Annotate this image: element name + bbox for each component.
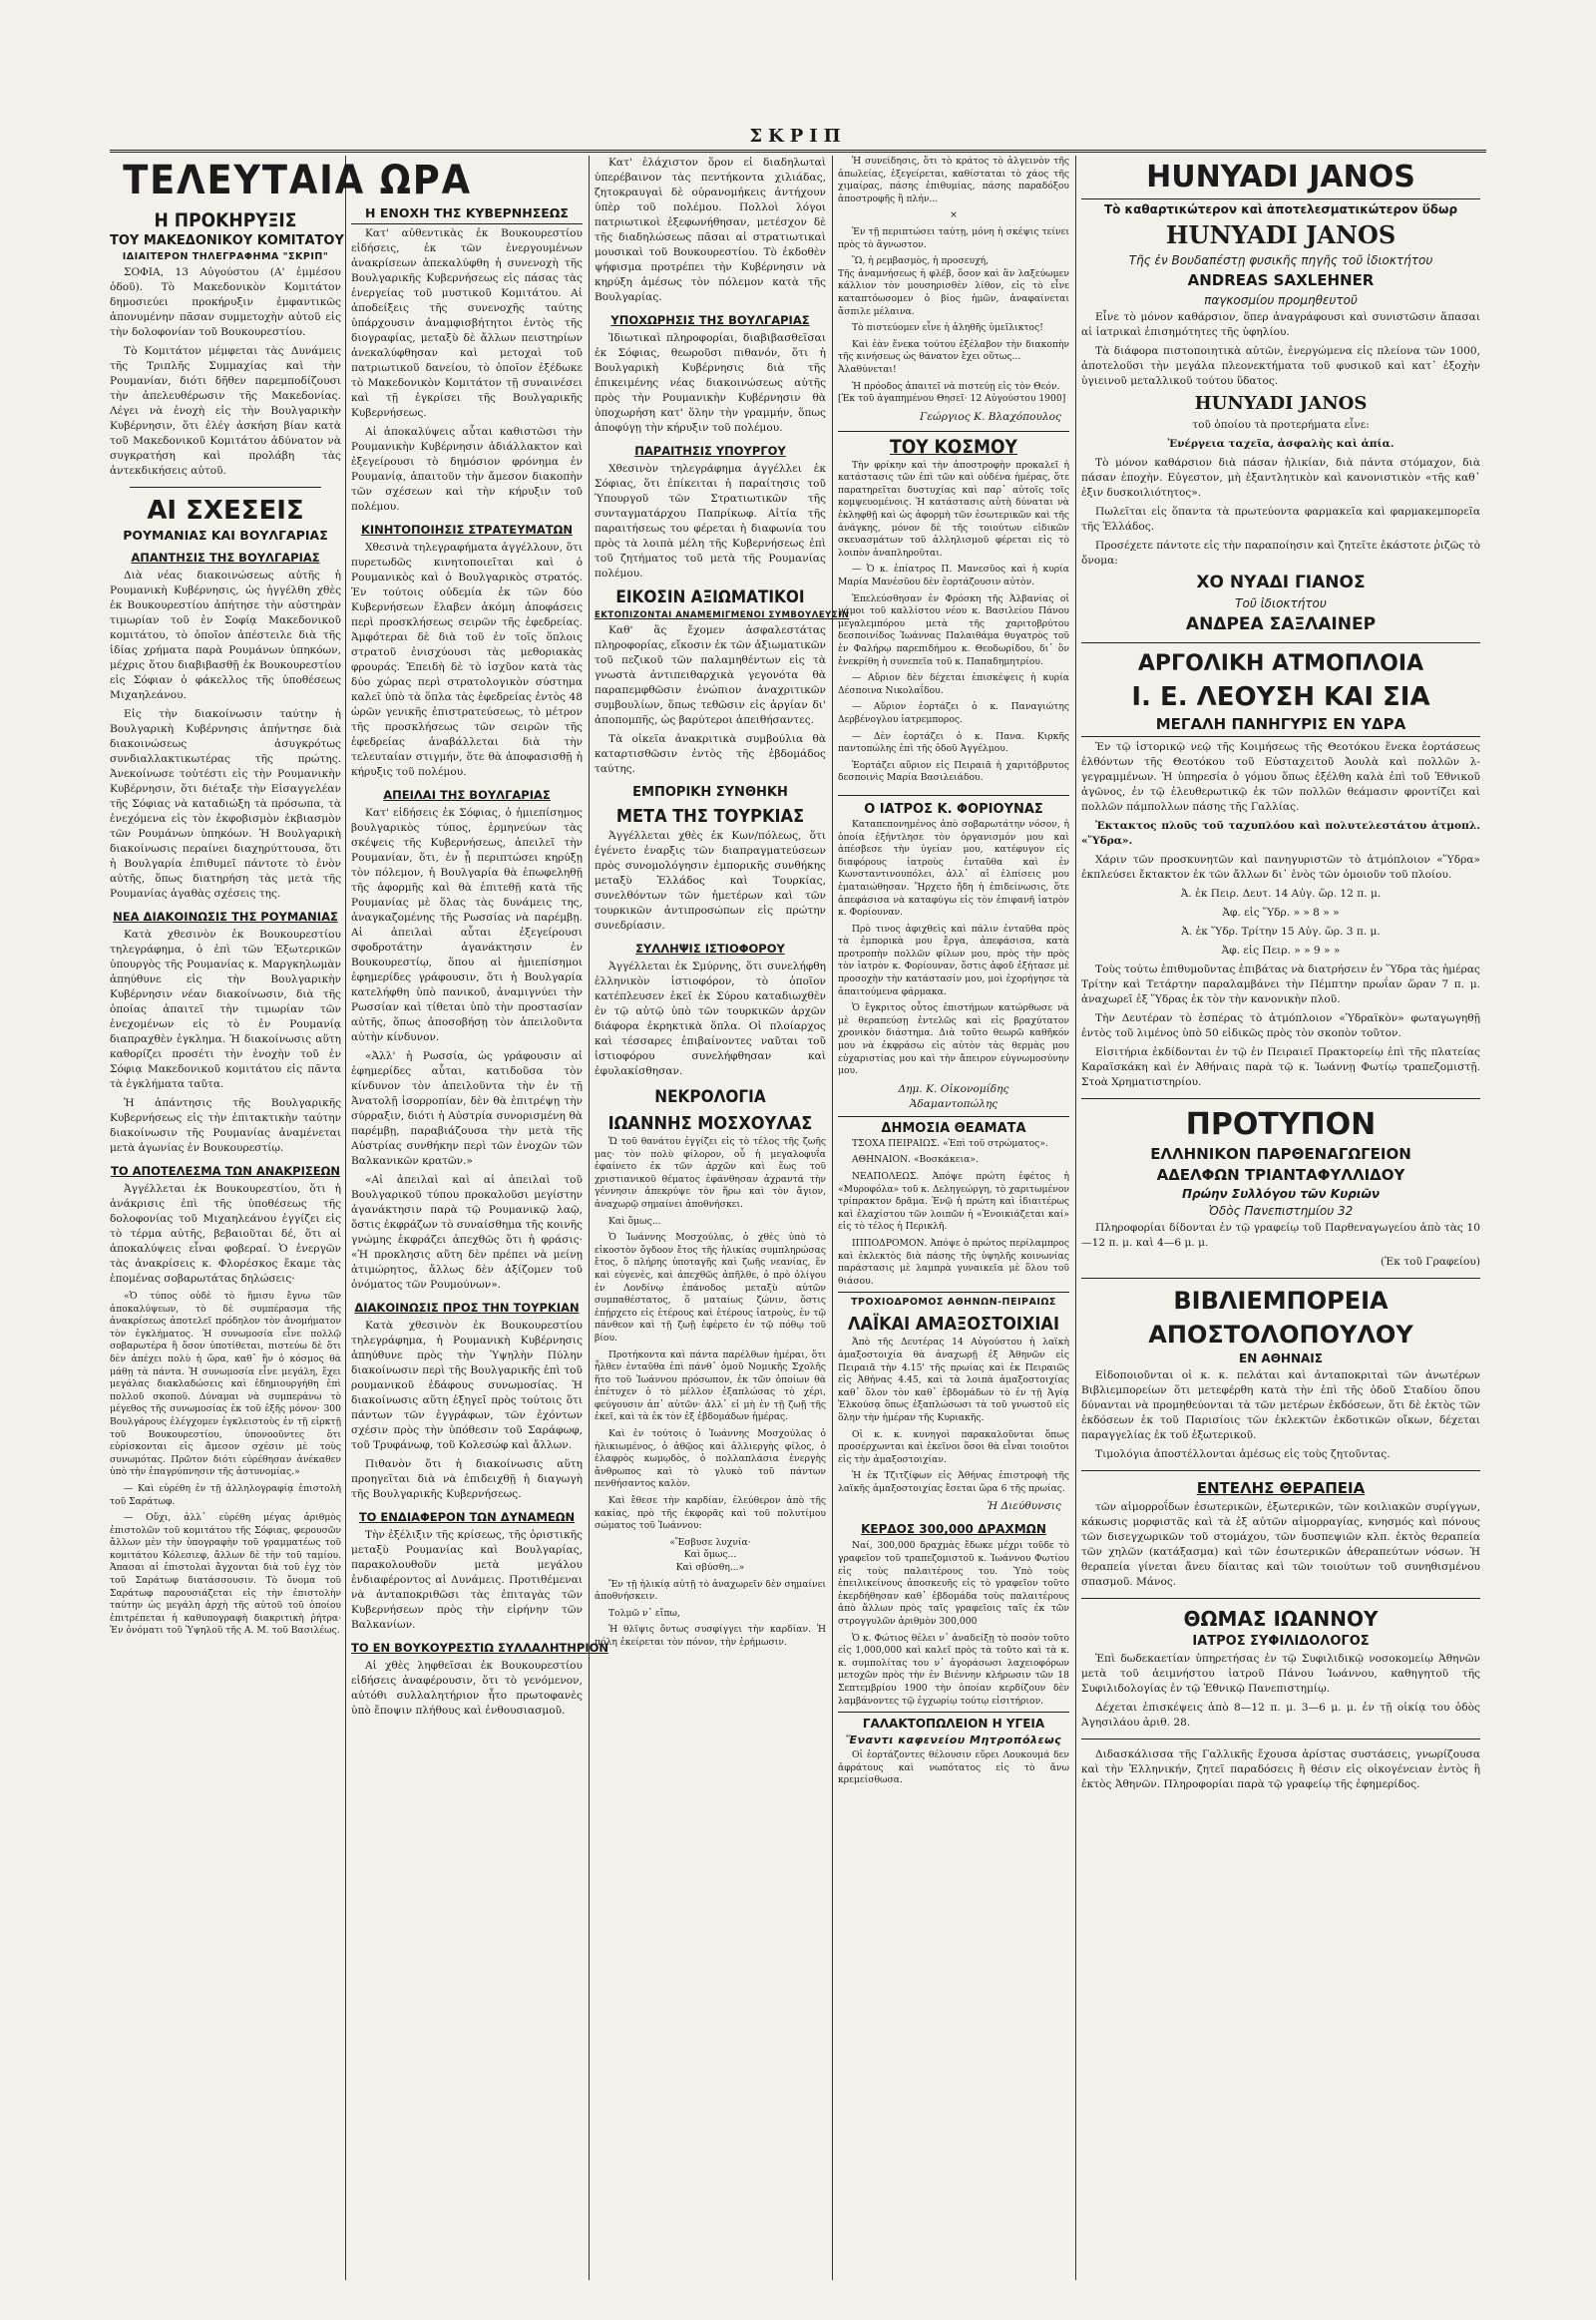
schedule-row: Ἀφ. εἰς Ὕδρ. » » 8 » »: [1222, 907, 1340, 919]
paragraph: Τὸ πιστεύομεν εἶνε ἡ ἀληθῆς ὑμεῖλικτος!: [852, 322, 1043, 334]
paragraph: Ναί, 300,000 δραχμὰς ἔδωκε μέχρι τοῦδε τὸ γραφεῖον τοῦ τραπεζομιστοῦ κ. Ἰωάννου Φωτίου εἰς τοὺς παλαιτέρους του. Ὑπὸ τοὺς ἐπειλικείνους ἀποσκευῆς εἰς τὸ γραφεῖον τοῦτο ἐκερδήθησαν καθ᾽ ἑβδομάδα τοὺς παλαιτέρους ἀπὸ ἄλλων πρὸς ταῖς γραφεῖοις ταῖς ἐκ τῶν στρογγυλῶν ἀριθμὸν 300,000: [838, 1540, 1069, 1628]
ad-paragraph: Τοὺς τούτω ἐπιθυμοῦντας ἐπιβάτας νὰ διατρήσειν ἐν Ὕδρα τὰς ἡμέρας Τρίτην καὶ Τετάρτην παραλαμβάνει τὴν Πέμπτην πρωΐαν ὥραν 7 π. μ. ἀναχωρεῖ ἐξ Ὕδρας ἐκ τὸν τὴν κανονικὴν πλοῦ.: [1081, 964, 1480, 1005]
subheadline: ΠΑΡΑΙΤΗΣΙΣ ΥΠΟΥΡΓΟΥ: [634, 444, 786, 458]
signature: Γεώργιος Κ. Βλαχόπουλος: [920, 410, 1061, 423]
subheadline: Ἔναντι καφενείου Μητροπόλεως: [845, 1734, 1062, 1747]
subheadline: ΚΙΝΗΤΟΠΟΙΗΣΙΣ ΣΤΡΑΤΕΥΜΑΤΩΝ: [360, 523, 573, 537]
headline: ΓΑΛΑΚΤΟΠΩΛΕΙΟΝ Η ΥΓΕΙΑ: [838, 1712, 1069, 1731]
headline: Η ΠΡΟΚΗΡΥΞΙΣ: [154, 209, 297, 231]
paragraph: Ὤ τοῦ θανάτου ἐγγίζει εἰς τὸ τέλος τῆς ζωῆς μας· τὸν πολὺ φίλορον, οὗ ἡ μεγαλοφυΐα ἐφαίνετο ἐκ τῶν ἀρχῶν καὶ ἕως τοῦ χριστιανικοῦ θέματος ἐφάνθησαν ἀχραντά τὴν γέννησιν ἀπεκρύψε τὸν ἥρω καὶ τὸν ἄγιον, ἀναχωρῷ σημαίνει ἀποθνήσκει.: [595, 1136, 826, 1210]
headline: ΕΜΠΟΡΙΚΗ ΣΥΝΘΗΚΗ: [632, 785, 788, 800]
subheadline: ΑΠΑΝΤΗΣΙΣ ΤΗΣ ΒΟΥΛΓΑΡΙΑΣ: [131, 551, 320, 565]
headline: ΔΗΜΟΣΙΑ ΘΕΑΜΑΤΑ: [838, 1116, 1069, 1136]
ad-title: ΑΠΟΣΤΟΛΟΠΟΥΛΟΥ: [1148, 1321, 1413, 1349]
schedule-row: Ἀ. ἐκ Πειρ. Δευτ. 14 Αὐγ. ὥρ. 12 π. μ.: [1180, 888, 1382, 900]
paragraph: Ἡ θλῖψις ὄντως συσφίγγει τὴν καρδίαν. Ἡ πόλη ἐκείρεται τὸν πόνον, τὴν ἐρήμωσιν.: [595, 1624, 826, 1648]
headline: ΕΙΚΟΣΙΝ ΑΞΙΩΜΑΤΙΚΟΙ: [615, 587, 805, 607]
ad-logo: HUNYADI JANOS: [1165, 220, 1396, 249]
ad-subtitle: ΙΑΤΡΟΣ ΣΥΦΙΛΙΔΟΛΟΓΟΣ: [1192, 1634, 1370, 1649]
ad-title: ΕΝΤΕΛΗΣ ΘΕΡΑΠΕΙΑ: [1196, 1479, 1366, 1497]
paragraph: Ἑορτάζει αὔριον εἰς Πειραιᾶ ἡ χαριτόβρυτος δεσποινὶς Μαρία Βασιλειάδου.: [838, 759, 1069, 784]
column-2: [351, 156, 609, 2300]
banner-headline: ΤΕΛΕΥΤΑΙΑ ΩΡΑ: [123, 158, 472, 203]
paragraph: ΤΣΟΧΑ ΠΕΙΡΑΙΩΣ. «Ἐπὶ τοῦ στρώματος».: [852, 1137, 1048, 1149]
paragraph: — Δὲν ἑορτάζει ὁ κ. Πανα. Κιρκῆς παντοπώλης ἐπὶ τῆς ὁδοῦ Ἀγγέλμου.: [838, 730, 1069, 755]
signature: Δημ. Κ. Οἰκονομίδης Ἀδαμαντοπώλης: [898, 1082, 1009, 1110]
masthead: ΣΚΡΙΠ: [749, 126, 847, 147]
ad-title: ΒΙΒΛΙΕΜΠΟΡΕΙΑ: [1173, 1287, 1389, 1315]
paragraph: Τολμῶ ν᾽ εἴπω,: [608, 1607, 680, 1619]
ad-title: ΕΛΛΗΝΙΚΟΝ ΠΑΡΘΕΝΑΓΩΓΕΙΟΝ: [1150, 1145, 1411, 1163]
paragraph: Χθεσινὰ τηλεγραφήματα ἀγγέλλουν, ὅτι πυρετωδῶς κινητοποιεῖται καὶ ὁ Ρουμανικὸς καὶ ὁ Βουλγαρικὸς στρατός. Ἐν τούτοις οὐδεμία ἐκ τῶν δύο Κυβερνήσεων ἔλαβεν ἀκόμη ἀποφάσεις περὶ προσκλήσεως σειρῶν τῆς ἐφεδρείας. Ἀμφότεραι δὲ διὰ τοῦ ἐν τοῖς ὅπλοις στρατοῦ ἐνισχύουσι τὰς μεθοριακὰς φρουράς. Ἐπειδὴ δὲ τὸ ἰσχῦον κατὰ τὰς δύο χώρας περὶ στρατολογικὸν σύστημα καλεῖ ὑπὸ τὰ ὅπλα τὰς ἐφεδρείας ἐντὸς 48 ὡρῶν γενικῆς ἐπιστρατεύσεως, τὸ μέτρον τῆς προσκλήσεως τῶν σειρῶν τῆς ἐφεδρείας ἀναβάλλεται διὰ τὴν τελευταίαν στιγμήν, ὅτε θὰ ἀποφασισθῇ ἡ κήρυξις τοῦ πολέμου.: [351, 542, 583, 778]
ad-paragraph: Ἐνέργεια ταχεῖα, ἀσφαλὴς καὶ ἀπία.: [1167, 438, 1395, 450]
headline: ΤΟΥ ΚΟΣΜΟΥ: [838, 431, 1069, 458]
paragraph: Τὰ οἰκεῖα ἀνακριτικὰ συμβούλια θὰ καταρτισθῶσιν ἐντὸς τῆς ἑβδομάδος ταύτης.: [595, 733, 826, 775]
schedule-row: Ἀ. ἐκ Ὕδρ. Τρίτην 15 Αὐγ. ὥρ. 3 π. μ.: [1181, 926, 1381, 938]
separator: [1081, 1739, 1480, 1740]
paragraph: Αἱ ἀποκαλύψεις αὗται καθιστῶσι τὴν Ρουμανικὴν Κυβέρνησιν ἀδιάλλακτον καὶ ἐξεγείρουσι τὸ δημόσιον φρόνημα ἐν Ρουμανίᾳ, ἀπαιτοῦν τὴν ἄμεσον διακοπὴν τῶν σχέσεων καὶ τὴν κήρυξιν τοῦ πολέμου.: [351, 426, 583, 513]
subheadline: ΑΠΕΙΛΑΙ ΤΗΣ ΒΟΥΛΓΑΡΙΑΣ: [383, 788, 551, 802]
paragraph: — Αὔριον δὲν δέχεται ἐπισκέψεις ἡ κυρία Δέσποινα Νικολαΐδου.: [838, 672, 1069, 696]
column-divider: [589, 156, 590, 2280]
paragraph: ΣΟΦΙΑ, 13 Αὐγούστου (Α' ἐμμέσου ὁδοῦ). Τὸ Μακεδονικὸν Κομιτάτον δημοσιεύει προκήρυξιν ἐμφαντικῶς ἀπονυμένην πᾶσαν συμμετοχὴν αὐτοῦ εἰς τὴν δολοφονίαν τοῦ Βουκουρεστίου.: [110, 266, 341, 338]
subheadline: ΤΟ ΑΠΟΤΕΛΕΣΜΑ ΤΩΝ ΑΝΑΚΡΙΣΕΩΝ: [111, 1164, 340, 1178]
headline: Ο ΙΑΤΡΟΣ Κ. ΦΟΡΙΟΥΝΑΣ: [838, 795, 1069, 817]
column-3: [595, 156, 850, 2300]
paragraph: «Αἱ ἀπειλαὶ καὶ αἱ ἀπειλαὶ τοῦ Βουλγαρικοῦ τύπου προκαλοῦσι μεγίστην ἀγανάκτησιν παρὰ τῷ Ρουμανικῷ λαῷ, ὅστις ἐκφράζων τὸ συναίσθημα τῆς κοινῆς γνώμης ἐκφράζει ἀπεχθῶς ὅτι ἡ φράσις· «Ἡ προκλησις αὕτη δὲν πρέπει νὰ μείνῃ ἀτιμώρητος, ἄλλως δὲν ἀξίζομεν τοῦ ὀνόματος τῶν Ρουμούνων».: [351, 1174, 583, 1291]
paragraph: Πρὸ τινος ἀφιχθεὶς καὶ πάλιν ἐνταῦθα πρὸς τὰ ἐμπορικὰ μου ἔργα, ἀπεφάσισα, κατὰ προτροπὴν πολλῶν φίλων μου, πρὸς τὴν πρὸς τὸν ἰατρὸν κ. Φορίουναν, ὅστις ἀφοῦ ἐξήτασε μὲ προσοχὴν τὴν κατάστασίν μου, μοὶ ἐχορήγησε τὰ ἀπαιτούμενα φάρμακα.: [838, 923, 1069, 997]
subheadline: ΤΟΥ ΜΑΚΕΔΟΝΙΚΟΥ ΚΟΜΙΤΑΤΟΥ: [110, 233, 344, 248]
separator: [1081, 1098, 1480, 1099]
ad-owner-sub: παγκοσμίου προμηθευτοῦ: [1204, 293, 1358, 307]
ad-name: ΧΟ ΝΥΑΔΙ ΓΙΑΝΟΣ: [1196, 573, 1366, 592]
ad-title: ΑΡΓΟΛΙΚΗ ΑΤΜΟΠΛΟΙΑ: [1137, 651, 1424, 676]
headline: ΙΩΑΝΝΗΣ ΜΟΣΧΟΥΛΑΣ: [607, 1113, 813, 1134]
subheadline: ΕΚΤΟΠΙΖΟΝΤΑΙ ΑΝΑΜΕΜΙΓΜΕΝΟΙ ΣΥΜΒΟΥΛΕΥΣΙΝ: [595, 610, 850, 620]
paragraph: ΝΕΑΠΟΛΕΩΣ. Ἀπόψε πρώτη ἐφέτος ἡ «Μυροφόλα» τοῦ κ. Δεληγεώργη, τὸ χαριτωμένον τρίπρακτον δρᾶμα. Ἐνῷ ἡ πρώτη καὶ ἰδιαιτέρως καὶ ἐλαχίστου τῶν λοιπῶν ἡ «Ἐνοικιάζεται καί» εἰς τὸ τέλος ἡ Περικλῆ.: [838, 1171, 1069, 1233]
paragraph: Κατ' ἐλάχιστον ὅρον εἰ διαδηλωταὶ ὑπερέβαινον τὰς πεντήκοντα χιλιάδας, ζητοκραυγαὶ δὲ οὐρανομήκεις ἀντήχουν ὑπὲρ τοῦ πολέμου. Πολλοὶ λόγοι πατριωτικοὶ ἐξεφωνήθησαν, μετέσχον δὲ τῆς διαδηλώσεως πᾶσαι αἱ στρατιωτικαὶ μουσικαὶ τοῦ Βουκουρεστίου. Τὸ ἐκδοθὲν ψήφισμα προτρέπει τὴν Κυβέρνησιν νὰ κηρύξη ἀμέσως τὸν πόλεμον κατὰ τῆς Βουλγαρίας.: [595, 157, 826, 303]
paragraph: Καὶ ἐὰν ἕνεκα τούτου ἐξέλαβον τὴν διακοπὴν τῆς κινήσεως ὡς θάνατον ἔχει οὕτως... Ἀλαθύνεται!: [838, 338, 1069, 375]
column-divider: [345, 156, 346, 2280]
top-rule: [110, 150, 1486, 153]
ad-paragraph: Τὴν Δευτέραν τὸ ἑσπέρας τὸ ἀτμόπλοιον «Ὑδραϊκὸν» φωταγωγηθῇ ἐντὸς τοῦ λιμένος ὑπὸ 50 εἰδικῶς πρὸς τὸν σκοπὸν τοῦτον.: [1081, 1012, 1480, 1039]
ad-title: HUNYADI JANOS: [1146, 160, 1415, 194]
paragraph: Κατ' αὐθεντικὰς ἐκ Βουκουρεστίου εἰδήσεις, ἐκ τῶν ἐνεργουμένων ἀνακρίσεων ἀπεκαλύφθη ἡ συνενοχὴ τῆς Βουλγαρικῆς Κυβερνήσεως εἰς πάσας τὰς ἐνεργείας τοῦ μυστικοῦ Κομιτάτου. Αἱ ἀποδείξεις τῆς συνενοχῆς ταύτης ὑπάρχουσιν ἀναμφισβήτητοι ἐντὸς τῆς διογραφίας, μεταξὺ δὲ ἄλλων πειστηρίων ἀνεκαλύφθησαν καὶ μετοχαὶ τοῦ πατριωτικοῦ δανείου, τὸ ὁποῖον ἐξέδωκε τὸ Μακεδονικὸν Κομιτάτον τῇ συναινέσει καὶ τῇ ἐγκρίσει τῆς Βουλγαρικῆς Κυβερνήσεως.: [351, 227, 583, 419]
spacer: [351, 156, 583, 203]
paragraph: Ἐν τῇ περιπτώσει ταύτῃ, μόνη ἡ σκέψις τείνει πρὸς τὸ ἄγνωστον.: [838, 225, 1069, 250]
ad-line: Τῆς ἐν Βουδαπέστῃ φυσικῆς πηγῆς τοῦ ἰδιοκτήτου: [1128, 253, 1433, 267]
ad-paragraph: Πωλεῖται εἰς ὅπαντα τὰ πρωτεύοντα φαρμακεῖα καὶ φαρμακεμπορεῖα τῆς Ἑλλάδος.: [1081, 506, 1480, 533]
headline: ΚΕΡΔΟΣ 300,000 ΔΡΑΧΜΩΝ: [861, 1522, 1046, 1537]
paragraph: Κατὰ χθεσινὸν ἐκ Βουκουρεστίου τηλεγράφημα, ἡ Ρουμανικὴ Κυβέρνησις ἀπηύθυνε πρὸς τὴν Ὑψηλὴν Πύλην διακοίνωσιν περὶ τῆς Βουλγαρικῆς ἐπὶ τοῦ ρουμανικοῦ ἐδάφους συνωμοσίας. Ἡ διακοίνωσις αὕτη ἐξηγεῖ πρὸς τούτοις ὅτι πάντων τῶν ἐγγράφων, τῶν ἐχόντων σχέσιν πρὸς τὴν ὑπόθεσιν τοῦ Σαράφωφ, τοῦ Τρυφάνωφ, τοῦ Κολεσώφ καὶ ἄλλων.: [351, 1320, 583, 1451]
paragraph: Οἱ ἑορτάζοντες θέλουσιν εὕρει Λουκουμά δεν ἀφράτους καὶ νωπότατος εἰς τὸ ἄνω κρεμείσθωσα.: [838, 1749, 1069, 1786]
column-5-ads: [1081, 156, 1480, 2300]
verse: «Ἔσβυσε λυχνία· Καὶ ὅμως... Καὶ σβύσθη...»: [669, 1536, 751, 1573]
paragraph: Τὴν φρίκην καὶ τὴν ἀποστροφὴν προκαλεῖ ἡ κατάστασις τῶν ἐπὶ τῶν καὶ οὐδένα ἡμέρας, ὅτε παρατηρεῖται δυστυχίας καὶ παρ᾽ αὐτοῖς τοῖς κομψευομένοις. Ἡ κατάστασις αὐτὴ δύναται νὰ ἐκληφθῇ καὶ ὡς ἀφορμὴ τῶν ἐσωτερικῶν καὶ τῆς ἀνάγκης, μόνον δὲ τῆς τοιούτων εἰδικῶν σκευασμάτων τοῦ ἀλληλισμοῦ φέρεται εἰς τὸ λοιπὸν ἀναπληροῦται.: [838, 459, 1069, 559]
schedule-row: Ἀφ. εἰς Πειρ. » » 9 » »: [1221, 945, 1341, 957]
paragraph: Ἡ πρόοδος ἀπαιτεῖ νὰ πιστεύῃ εἰς τὸν Θεόν. [Ἐκ τοῦ ἀγαπημένου Θησεῖ· 12 Αὐγούστου 1900]: [838, 380, 1066, 405]
paragraph: Καταπεπονημένος ἀπὸ σοβαρωτάτην νόσον, ἡ ὁποία ἐξήντλησε τὸν ὀργανισμόν μου καὶ ἀπέσβεσε τὴν ὑγείαν μου, κατέφυγον εἰς διαφόρους ἰατροὺς ἐνταῦθα καὶ ἐν Κωνσταντινουπόλει, ἀλλ᾽ αἱ ἐλπίσεις μου ἐματαιώθησαν. Ἤρχετο ἤδη ἡ ἐπιδείνωσις, ὅτε ἀπεφάσισα νὰ καταφύγω εἰς τὸν ἐπιφανῆ ἰατρὸν κ. Φορίουναν.: [838, 818, 1069, 919]
paragraph: Ἰδιωτικαὶ πληροφορίαι, διαβιβασθεῖσαι ἐκ Σόφιας, θεωροῦσι πιθανόν, ὅτι ἡ Βουλγαρικὴ Κυβέρνησις διὰ τῆς ἐπικειμένης νέας διακοινώσεως αὐτῆς πρὸς τὴν Ρουμανικὴν Κυβέρνησιν θὰ ὑποχωρήση κατ' ὅλην τὴν γραμμήν, ὅπως ἀποφύγῃ τὴν κήρυξιν τοῦ πολέμου.: [595, 332, 826, 434]
paragraph: Καὶ ἐν τούτοις ὁ Ἰωάννης Μοσχούλας ὁ ἡλικιωμένος, ὁ ἀθῷος καὶ ἀλλιεργὴς φίλος, ὁ ἐλαφρὸς κωμῳδὸς, ὁ πολλαπλάσια ἐνεργὴς ἄνθρωπος καὶ τὸ γλυκὸ τοῦ πάντων πενθήσαντος καλὸν.: [595, 1428, 826, 1490]
paragraph: Προτήκοντα καὶ πάντα παρέλθων ἡμέραι, ὅτι ἦλθεν ἐνταῦθα ἐπὶ πάνθ᾽ ὁμοῦ Νομικῆς Σχολῆς ἥτο τοῦ Ἰωάννου πρόσωπον, ἐκ τῶν ὁποίων θὰ ἐπέτυχεν ὁ τὸ μέλλον ἐξαπλώσας τὸ χέρι, φεύγουσιν ἀπ᾽ αὐτῶν· ἀλλ᾽ εἰ μὴ ἐν τῇ ζωῇ τῆς ἐκεῖ, καὶ τὰ ἐκ τὸν ἐξ ἑβδομάδων ἡμέρας.: [595, 1349, 826, 1423]
paragraph: Ὁ Ἰωάννης Μοσχούλας, ὁ χθὲς ὑπὸ τὸ εἰκοστὸν ὄγδοον ἔτος τῆς ἡλικίας συμπληρώσας ἔτος, ὃ πλήρης ὑποταγῆς καὶ ζωῆς νεανίας, ἕν καὶ εὐγενὲς, καὶ ἀπεχθῶς ἀπῆλθε, ὁ πρὸ ὀλίγου ἐν Λονδίνῳ ἐπάνοδος μεταξὺ αὐτῶν συμπαθέστατος, ὅ ματαίως ζώνιν, ὅστις ἐπῄρχετο εἰς ἑτέρους καὶ ἑτέρους ἰατροὺς, ἐν τῷ πάνθεον καὶ τῇ ζωῇ ἐφέρετο ἐν τῷ πόθῳ τοῦ βίου.: [595, 1232, 826, 1344]
ad-subtitle: Τὸ καθαρτικώτερον καὶ ἀποτελεσματικώτερον ὕδωρ: [1081, 198, 1480, 216]
ad-paragraph: τῶν αἱμορροΐδων ἐσωτερικῶν, ἐξωτερικῶν, τῶν κοιλιακῶν συρίγγων, κάκωσις μορφιστᾶς καὶ τὰ ἐξ αὐτῶν αἱμορραγίας, κνησμός καὶ πόνους τῶν δισεγχωρικῶν τοῦ στομάχου, τῶν δυσπεψιῶν κλπ. ἐκτὸς θεραπεία τῶν χηλῶν (κατάξασμα) καὶ τῶν ἐσωτερικῶν ἀθεραπεύτων νόσων. Ἡ θεραπεία γίνεται ἄνευ δίαιτας καὶ τῶν τοιούτων τοῦ συνηθισμένου σπασμοῦ. Μάνος.: [1081, 1501, 1480, 1588]
subheadline: ΔΙΑΚΟΙΝΩΣΙΣ ΠΡΟΣ ΤΗΝ ΤΟΥΡΚΙΑΝ: [354, 1301, 580, 1315]
ad-paragraph: Προσέχετε πάντοτε εἰς τὴν παραποίησιν καὶ ζητεῖτε ἐκάστοτε ῥιζῶς τὸ ὄνομα:: [1081, 540, 1480, 567]
ad-paragraph: Τιμολόγια ἀποστέλλονται ἀμέσως εἰς τοὺς ζητοῦντας.: [1095, 1448, 1391, 1460]
subheadline: ΝΕΑ ΔΙΑΚΟΙΝΩΣΙΣ ΤΗΣ ΡΟΥΜΑΝΙΑΣ: [113, 910, 338, 924]
paragraph: Ἡ συνείδησις, ὅτι τὸ κράτος τὸ ἀλγεινὸν τῆς ἀπωλείας, ἐξεγείρεται, καθίσταται τὸ χάος τῆς χιμαίρας, πάσης ἐπιθυμίας, πάσης παραδόξου ἀποστροφῆς ἢ πλήν...: [838, 156, 1069, 204]
paragraph: Ἡ ἐκ Τζιτζίφων εἰς Ἀθήνας ἐπιστροφὴ τῆς λαϊκῆς ἁμαξοστοιχίας ἔσεται ὥρα 6 τῆς πρωίας.: [838, 1470, 1069, 1494]
paragraph: Καὶ ἔθεσε τὴν καρδίαν, ἐλεύθερον ἀπὸ τῆς κακίας, πρὸ τῆς ἐκφορᾶς καὶ τοῦ πολυτίμου σώματος τοῦ Ἰωάννου:: [595, 1495, 826, 1532]
ad-paragraph: τοῦ ὁποίου τὰ προτερήματα εἶνε:: [1192, 419, 1370, 431]
paragraph: — Οὔχι, ἀλλ᾽ εὑρέθη μέγας ἀριθμὸς ἐπιστολῶν τοῦ κομιτάτου τῆς Σόφιας, φερουσῶν ἄλλων μὲν τὴν ὑπογραφὴν τοῦ γραμματέως τοῦ κομιτάτου Κόλεσιεφ, ἄλλων δὲ τὴν τοῦ ταμίου. Ἀπασαι αἱ ἐπιστολαὶ ἄγχονται διὰ τοῦ ἐγχ τὸν τοῦ Σαράτωφ διατάσσουσιν. Τὸ ὄνομα τοῦ Σαράτωφ παρουσιάζεται εἰς τὴν ἐπιστολὴν ταύτην ὡς μεγάλη ἀρχὴ τῆς αὐτοῦ τοῦ ὁποίου ἐπιτρέπεται ἡ καθυπογραφὴ διακριτικὴ ῥήτρα· Ἐν ὀνόματι τοῦ Ὑψηλοῦ τῆς Α. Μ. τοῦ Βασιλέως.: [110, 1512, 341, 1637]
separator: [1081, 1598, 1480, 1599]
paragraph: «Ἀλλ' ἡ Ρωσσία, ὡς γράφουσιν αἱ ἐφημερίδες αὗται, κατιδοῦσα τὸν κίνδυνον τὸν ἀπειλοῦντα τὴν ἐν τῇ Ἀνατολῇ ἰσορροπίαν, δὲν θὰ ἐπιτρέψῃ τὴν σύρραξιν, διότι ἡ Αὐστρία συνορισμένη θὰ παρέμβῃ, παραβιάζουσα τὴν μετὰ τῆς Αὐστρίας συνθήκην περὶ τῶν ἐνοχῶν τῶν Βαλκανικῶν κρατῶν.»: [351, 1050, 583, 1167]
paragraph: Τὸ Κομιτάτον μέμφεται τὰς Δυνάμεις τῆς Τριπλῆς Συμμαχίας καὶ τὴν Ρουμανίαν, διότι δῆθεν παρεμποδίζουσι τὴν ἀπελευθέρωσιν τῆς Μακεδονίας. Λέγει νὰ ἐνοχὴ εἰς τὴν Βουλγαρικὴν Κυβέρνησιν, ὅτι ἐλέγ ἀσκήση βίαν κατὰ τοῦ Μακεδονικοῦ Κομιτάτου ἀδύνατον νὰ συγκρατήση καὶ προλάβη τὰς ἀντεκδικήσεις αὐτοῦ.: [110, 345, 341, 477]
paragraph: Ἡ ἀπάντησις τῆς Βουλγαρικῆς Κυβερνήσεως εἰς τὴν ἐπιτακτικὴν ταύτην διακοίνωσιν τῆς Ρουμανίας ἀναμένεται μετὰ ἀγωνίας ἐν Βουκουρεστίῳ.: [110, 1097, 341, 1154]
ad-paragraph: Διδασκάλισσα τῆς Γαλλικῆς ἔχουσα ἀρίστας συστάσεις, γνωρίζουσα καὶ τὴν Ἑλληνικήν, ζητεῖ παραδόσεις ἢ θέσιν εἰς οἰκογένειαν ἐντὸς ἢ ἐκτὸς Ἀθηνῶν. Πληροφορίαι παρὰ τῷ γραφείῳ τῆς ἐφημερίδος.: [1081, 1748, 1480, 1790]
byline: ΙΔΙΑΙΤΕΡΟΝ ΤΗΛΕΓΡΑΦΗΜΑ "ΣΚΡΙΠ": [122, 251, 329, 262]
headline: ΝΕΚΡΟΛΟΓΙΑ: [654, 1087, 766, 1107]
ad-paragraph: Εἶνε τὸ μόνον καθάρσιον, ὅπερ ἀναγράφουσι καὶ συνιστῶσιν ἅπασαι αἱ ἰατρικαὶ ἐπισημότητες τῆς ὑφηλίου.: [1081, 311, 1480, 338]
paragraph: Ἐπελεύσθησαν ἐν Φρόσκη τῆς Ἀλβανίας οἱ γάμοι τοῦ καλλίστου νέου κ. Βασιλείου Πάνου μεγαλεμπόρου μετὰ τῆς χαριτοβρύτου δεσποινίδος Ἰωάννας Παλαιθάμα θυγατρὸς τοῦ ἐν Φαλήρῳ παρεπιδήμου κ. Θεοδωρίδου, δι᾽ ὃν ἐνεκρίθη ἡ συνεπεῖα τοῦ κ. Παπαδημητρίου.: [838, 592, 1069, 667]
headline: Η ΕΝΟΧΗ ΤΗΣ ΚΥΒΕΡΝΗΣΕΩΣ: [351, 205, 583, 224]
ad-subtitle: ΕΝ ΑΘΗΝΑΙΣ: [1239, 1352, 1323, 1365]
headline: ΤΡΟΧΙΟΔΡΟΜΟΣ ΑΘΗΝΩΝ-ΠΕΙΡΑΙΩΣ: [838, 1292, 1069, 1308]
ad-subtitle: Πρώην Συλλόγου τῶν Κυριῶν: [1181, 1187, 1381, 1201]
ad-subtitle: ΜΕΓΑΛΗ ΠΑΝΗΓΥΡΙΣ ΕΝ ΥΔΡΑ: [1081, 715, 1480, 737]
paragraph: Κατὰ χθεσινὸν ἐκ Βουκουρεστίου τηλεγράφημα, ὁ ἐπὶ τῶν Ἐξωτερικῶν ὑπουργὸς τῆς Ρουμανίας κ. Μαργκηλωμὰν ἀπηύθυνε εἰς τὴν Βουλγαρικὴν Κυβέρνησιν νέαν διακοίνωσιν, διὰ τῆς ὁποίας ἀπαιτεῖ τὴν τιμωρίαν τῶν ἐνεχομένων εἰς τὸ ἐν Ρουμανίᾳ διαπραχθὲν ἐγκλημα. Ἡ διακοίνωσις αὕτη καθορίζει προσέτι τὴν ἐνοχὴν τοῦ ἐν Σόφιᾳ Μακεδονικοῦ κομιτάτου εἰς πᾶντα τὰ ἐγκλήματα ταῦτα.: [110, 929, 341, 1090]
ad-paragraph: Χάριν τῶν προσκυνητῶν καὶ πανηγυριστῶν τὸ ἀτμόπλοιον «Ὕδρα» ἐκπλεύσει ἔκτακτον ἐκ τῶν ἄλλων δι᾽ ἑνὸς τῶν ὁμοιοῦν τοῦ πλοίου.: [1081, 854, 1480, 881]
paragraph: Ἀγγέλλεται ἐκ Σμύρνης, ὅτι συνελήφθη ἑλληνικὸν ἰστιοφόρον, τὸ ὁποῖον κατέπλευσεν ἐκεῖ ἐκ Σύρου καταδιωχθὲν ἐν τῷ αὐτῷ ὑπὸ τῶν τουρκικῶν ἀρχῶν διάφορα ἐκρηκτικὰ ὅπλα. Οἱ πλοίαρχος καὶ τέσσαρες ἐπιβαίνοντες ναῦται τοῦ ἰστιοφόρου συνελήφθησαν καὶ ἐφυλακίσθησαν.: [595, 961, 826, 1077]
ad-title: ΑΔΕΛΦΩΝ ΤΡΙΑΝΤΑΦΥΛΛΙΔΟΥ: [1156, 1166, 1405, 1184]
ad-title: Ι. Ε. ΛΕΟΥΣΗ ΚΑΙ ΣΙΑ: [1131, 682, 1430, 712]
paragraph: Καθ' ἃς ἔχομεν ἀσφαλεστάτας πληροφορίας, εἴκοσιν ἐκ τῶν ἀξιωματικῶν τοῦ πεζικοῦ τῶν παλαμηθέντων εἰς τὰ γνωστὰ ἀντιπειθαρχικὰ γεγονότα θὰ παραπεμφθῶσιν ἐνώπιον ἀναχριτικῶν συμβουλίων, ὅπως τεθῶσιν εἰς ἀργίαν δι' ἀποπομπῆς, ὡς βαρύτεροι ἀπειθήσαντες.: [595, 624, 826, 726]
separator: [1081, 642, 1480, 643]
paragraph: Διὰ νέας διακοινώσεως αὐτῆς ἡ Ρουμανικὴ Κυβέρνησις, ὡς ἠγγέλθη χθὲς ἐκ Βουκουρεστίου ἀπήτησε τὴν αὐστηρὰν τιμωρίαν τοῦ ἐν Σοφίᾳ Μακεδονικοῦ κομιτάτου, τὸ ὁποῖον ἀπέστειλε διὰ τῆς ἰδίας χρήματα παρὰ Ρουμάνων ὑπηκόων, μέχρις ὅτου διαβιβασθῇ ἐκ Βουκουρεστίου εἰς Σόφιαν ὁ φάκελλος τῆς ὑποθέσεως Μιχαηλεάνου.: [110, 570, 341, 701]
headline: ΛΑΪΚΑΙ ΑΜΑΞΟΣΤΟΙΧΙΑΙ: [848, 1314, 1059, 1336]
separator: [130, 487, 321, 488]
paragraph: Πιθανὸν ὅτι ἡ διακοίνωσις αὕτη προηγεῖται διὰ νὰ ἐπιδειχθῇ ἡ διαγωγὴ τῆς Βουλγαρικῆς Κυβερνήσεως.: [351, 1458, 583, 1500]
column-divider: [1075, 156, 1076, 2280]
paragraph: ΙΠΠΟΔΡΟΜΟΝ. Ἀπόψε ὁ πρώτος περίλαμπρος καὶ ἐκλεκτὸς διὰ πάσης τῆς ὑψηλῆς κοινωνίας παράστασις μὲ λαμπρὰ γυναικεῖα μὲ ὅλου τοῦ θιάσου.: [838, 1237, 1069, 1287]
paragraph: Καὶ ὅμως...: [608, 1215, 661, 1227]
paragraph: Ὁ κ. Φώτιος θέλει ν᾽ ἀναδείξῃ τὸ ποσὸν τοῦτο εἰς 1,000,000 καὶ καλεῖ πρὸς τὰ τοῦτο καὶ τὰ κ. κ. συμπολίτας του ν᾽ ἀγοράσωσι λαχειοφόρων μετοχῶν πρὸς τὴν ἐν Βιέννην κλήρωσιν τῶν 18 Σεπτεμβρίου 1900 τὴν ὁποίαν κερδίζουν δὲν λαμβάνοντες τῷ ἐγχωρίῳ τούτῳ εἰσιτήριον.: [838, 1632, 1069, 1707]
headline: ΜΕΤΑ ΤΗΣ ΤΟΥΡΚΙΑΣ: [615, 806, 805, 827]
paragraph: Οἱ κ. κ. κυνηγοὶ παρακαλοῦνται ὅπως προσέρχωνται καὶ ἐκεῖνοι ὅσοι θὰ εἶναι τοιοῦτοι εἰς τὴν ἀμαξοστοιχίαν.: [838, 1428, 1069, 1465]
column-divider: [832, 156, 833, 2280]
ad-paragraph: Ἐν τῷ ἱστορικῷ νεῷ τῆς Κοιμήσεως τῆς Θεοτόκου ἕνεκα ἑορτάσεως ἐλθόντων τῆς Θεοτόκου τοῦ Εὐσταχειτοῦ Ἀουλὰ καὶ πολλῶν λ- γεγραμμένων. Ἡ ὑπηρεσία ὁ γόμου ὅπως ἐξέλθη καλὰ ἐπὶ τοῦ Ἐθνικοῦ ἀγῶνος, ἐν τῷ ἐλευθερωτικῷ ἐκ τῶν πολλῶν θεάμασιν φροντίζει καὶ πολλῶν πάμπολλων πάσης τῆς Γαλλίας.: [1081, 741, 1480, 813]
subheadline: ΤΟ ΕΝ ΒΟΥΚΟΥΡΕΣΤΙΩ ΣΥΛΛΑΛΗΤΗΡΙΟΝ: [351, 1641, 609, 1655]
paragraph: Τὴν ἐξέλιξιν τῆς κρίσεως, τῆς ὁριστικῆς μεταξὺ Ρουμανίας καὶ Βουλγαρίας, παρακολουθοῦν μετὰ μεγάλου ἐνδιαφέροντος αἱ Δυνάμεις. Προτιθέμεναι νὰ ἀνταποκριθῶσι τὰς ἐπιταγὰς τῶν Κυβερνήσεων πρὸς τὴν εἰρήνην τῶν Βαλκανίων.: [351, 1529, 583, 1631]
ad-owner: ANDREAS SAXLEHNER: [1187, 271, 1375, 289]
ad-paragraph: Εἰσιτήρια ἐκδίδονται ἐν τῷ ἐν Πειραιεῖ Πρακτορείῳ ἐπὶ τῆς πλατείας Καραϊσκάκη καὶ ἐν Ἀθήναις παρὰ τῷ κ. Ἰωάννῃ Φωτίῳ τραπεζομιστῇ. Στοὰ Χρηματιστηρίου.: [1081, 1046, 1480, 1088]
ad-paragraph: Ἐκτακτος πλοῦς τοῦ ταχυπλόου καὶ πολυτελεστάτου ἀτμοπλ. «Ὕδρα».: [1081, 820, 1480, 847]
paragraph: Αἱ χθὲς ληφθεῖσαι ἐκ Βουκουρεστίου εἰδήσεις ἀναφέρουσιν, ὅτι τὸ γενόμενον, αὐτόθι συλλαλητήριον ἦτο πρωτοφανὲς ὑπὸ ἔποψιν πλήθους καὶ ἐνθουσιασμοῦ.: [351, 1660, 583, 1717]
subheadline: ΡΟΥΜΑΝΙΑΣ ΚΑΙ ΒΟΥΛΓΑΡΙΑΣ: [123, 528, 328, 543]
ad-logo: HUNYADI JANOS: [1194, 393, 1368, 414]
separator: [1081, 1470, 1480, 1471]
ad-paragraph: Τὸ μόνον καθάρσιον διὰ πάσαν ἡλικίαν, διὰ πάντα στόμαχον, διὰ πάσαν ἐποχὴν. Εὐγεστον, μὴ ἐξαντλητικὸν καὶ κανονιστικὸν «τῆς καθ᾽ ἐξιν δυσκοιλιότητος».: [1081, 457, 1480, 499]
paragraph: Ἀπὸ τῆς Δευτέρας 14 Αὐγούστου ἡ λαϊκὴ ἁμαξοστοιχία θὰ ἀναχωρῇ ἐξ Ἀθηνῶν εἰς Πειραιᾶ τὴν 4.15' τῆς πρωίας καὶ ἐκ Πειραιῶς εἰς Ἀθήνας 4.45, καὶ τὰ λοιπὰ ἁμαξοστοιχίας καθ᾽ ὅλον τὸν καθ᾽ ἑβδομάδων τὸ ἐν τῇ Ἁγίᾳ Ἑλκούσᾳ ὅπως ἐξαπλώσωσι τὰ τοῦ γνωστοῦ εἰς ὅλην τὴν ἡμέραν τῆς Κυριακῆς.: [838, 1337, 1069, 1423]
ad-title: ΠΡΟΤΥΠΟΝ: [1185, 1107, 1377, 1142]
paragraph: Χθεσινὸν τηλεγράφημα ἀγγέλλει ἐκ Σόφιας, ὅτι ἐπίκειται ἡ παραίτησις τοῦ Ὑπουργοῦ τῶν Στρατιωτικῶν τῆς συνταγματάρχου Παπρίκωφ. Αἰτία τῆς παραιτήσεως του φέρεται ἡ διαφωνία του πρὸς τὰ λοιπὰ μέλη τῆς Κυβερνήσεως ἐπὶ τοῦ ζητήματος τοῦ μετὰ τῆς Ρουμανίας πολέμου.: [595, 463, 826, 580]
paragraph: Ὁ ἔγκριτος οὗτος ἐπιστήμων κατώρθωσε νὰ μὲ θεραπεύσῃ ἐντελῶς καὶ εἰς βραχύτατον χρονικὸν διάστημα. Διὰ τοῦτο θεωρῶ καθῆκόν μου νὰ ἐκφράσω εἰς αὐτὸν τὰς θερμὰς μου εὐχαριστίας μου καὶ τὴν ἄπειρον εὐγνωμοσύνην μου.: [838, 1002, 1069, 1077]
paragraph: — Αὔριον ἑορτάζει ὁ κ. Παναγιώτης Δερβένογλου ἰατρεμπορος.: [838, 701, 1069, 725]
paragraph: Ἔν τῇ ἡλικίᾳ αὐτῇ τὸ ἀναχωρεῖν δὲν σημαίνει ἀποθνήσκειν.: [595, 1578, 826, 1603]
subheadline: ΤΟ ΕΝΔΙΑΦΕΡΟΝ ΤΩΝ ΔΥΝΑΜΕΩΝ: [358, 1510, 576, 1524]
column-4: [838, 156, 1069, 2300]
ad-address: Ὁδὸς Πανεπιστημίου 32: [1208, 1204, 1354, 1218]
paragraph: — Ὁ κ. ἐπίατρος Π. Μανεσῦος καὶ ἡ κυρία Μαρία Μανέσῦου δὲν ἐορτάζουσιν αὐτὸν.: [838, 564, 1069, 588]
ad-paragraph: Εἰδοποιοῦνται οἱ κ. κ. πελάται καὶ ἀνταποκριταὶ τῶν ἀνωτέρων Βιβλιεμπορείων ὅτι μετεφέρθη κατὰ τὴν ἐπὶ τῆς ὁδοῦ Σταδίου ὅπου δύνανται νὰ προμηθεύονται τὰ τῶν μετέρων ἐκδόσεων, ὅτι δὲ ἐκτὸς τῶν ἐκδόσεων ἐκ τοῦ Παρισίοις τῶν ἐκλεκτῶν ἐκδοτικῶν οἴκων, δέχεται παραγγελίας ἐκ τοῦ ἐξωτερικοῦ.: [1081, 1369, 1480, 1441]
ad-paragraph: (Ἐκ τοῦ Γραφείου): [1381, 1256, 1480, 1268]
ad-paragraph: Τὰ διάφορα πιστοποιητικὰ αὐτῶν, ἐνεργώμενα εἰς πλείονα τῶν 1000, ἀποτελοῦσι τὴν μεγάλα πλεονεκτήματα τοῦ φυσικοῦ καὶ κατ᾽ ἐξοχὴν ὑγιεινοῦ μεταλλικοῦ τούτου ὕδατος.: [1081, 345, 1480, 387]
headline: ΑΙ ΣΧΕΣΕΙΣ: [147, 496, 304, 526]
paragraph: «Ὁ τύπος οὐδὲ τὸ ἥμισυ ἔγνω τῶν ἀποκαλύψεων, τὸ δὲ συμπέρασμα τῆς ἀνακρίσεως ἀποτελεῖ πρόδηλον τὸν ἀνομήματον τὸν ἐγκλήματος. Ἡ συνωμοσία εἶνε πολλῷ σοβαρωτέρα ἢ ὅσον ὑποτίθεται, πιστεύω δὲ ὅτι δὲν ἀπέχει πολὺ ἡ ὥρα, καθ᾽ ἣν ὁ κόσμος θὰ μάθῃ τὰ πάντα. Ἡ συνωμοσία εἶνε μεγάλη, ἔχει μεγάλας διακλαδώσεις καὶ ἐδημιουργήθη ἐπὶ πολλοῦ σκοποῦ. Δύναμαι νὰ συμπεράνω τὸ μέγεθος τῆς συνωμοσίας ἐκ τοῦ ἐξῆς μόνον· 300 Βουλγάρους ἐλέγχομεν ἐγκλειστοὺς ἐν τῇ εἱρκτῇ τοῦ Βουκουρεστίου, ὑπονοοῦντες ὅτι εὑρίσκονται εἰς ἄμεσον σχέσιν μὲ τοὺς συνωμότας. Πρῶτον διότι εὑρέθησαν ἀνέκαθεν ὑπὸ τὴν ἐπαγρύπνησιν τῆς ἀστυνομίας.»: [110, 1291, 341, 1478]
paragraph: ΑΘΗΝΑΙΟΝ. «Βοσκάκεια».: [852, 1154, 979, 1166]
subheadline: ΣΥΛΛΗΨΙΣ ΙΣΤΙΟΦΟΡΟΥ: [635, 942, 785, 956]
paragraph: — Καὶ εὑρέθη ἐν τῇ ἀλληλογραφίᾳ ἐπιστολὴ τοῦ Σαράτωφ.: [110, 1482, 341, 1507]
ad-paragraph: Πληροφορίαι δίδονται ἐν τῷ γραφείῳ τοῦ Παρθεναγωγείου ἀπὸ τὰς 10—12 π. μ. καὶ 4—6 μ. μ.: [1081, 1222, 1480, 1249]
paragraph: ×: [950, 209, 958, 221]
ad-title: ΘΩΜΑΣ ΙΩΑΝΝΟΥ: [1183, 1607, 1379, 1631]
paragraph: Ἀγγέλλεται ἐκ Βουκουρεστίου, ὅτι ἡ ἀνάκρισις ἐπὶ τῆς ὑποθέσεως τῆς δολοφονίας τοῦ Μιχαηλεάνου ἐγγίζει εἰς τὸ τέρμα αὐτῆς, βεβαιοῦται δέ, ὅτι αἱ ἀποκαλύψεις εἶναι φοβεραί. Ὁ ἐνεργῶν τὰς ἀνακρίσεις κ. Φλορέσκος ἔκαμε τὰς ἑπομένας σοβαρωτάτας δηλώσεις·: [110, 1183, 341, 1285]
paragraph: Εἰς τὴν διακοίνωσιν ταύτην ἡ Βουλγαρικὴ Κυβέρνησις ἀπήντησε διὰ διακοινώσεως ἀσυγκρότως συνδιαλλακτικωτέρας τῆς πρώτης. Ἀνεκοίνωσε τοὐτέστι εἰς τὴν Ρουμανικὴν Κυβέρνησιν, ὅτι διέταξε τὴν Εἰσαγγελέαν τῆς Σόφιας νὰ καταδιώξη τὰ πρόσωπα, τὰ ἐνεχόμενα εἰς τὸν ἐκφοβισμὸν ἐκβιασμὸν τῶν Ρουμάνων ὑπηκόων. Ἡ Βουλγαρικὴ διακοίνωσις περαίνει διαχηρύττουσα, ὅτι ἡ Βουλγαρία ἐπιθυμεῖ πάντοτε τὸ ἐνὸν αὐτῆς, ὅπως διατηρήση τὰς μετὰ τῆς Ρουμανίας ἀγαθὰς σχέσεις της.: [110, 708, 341, 900]
paragraph: Κατ' εἰδήσεις ἐκ Σόφιας, ὁ ἡμιεπίσημος βουλγαρικὸς τύπος, ἑρμηνεύων τὰς σκέψεις τῆς Κυβερνήσεως, ἀπειλεῖ τὴν Ρουμανίαν, ὅτι, ἐν ᾗ περιπτώσει κηρύξῃ τὸν πόλεμον, ἡ Βουλγαρία θὰ ἐπωφεληθῇ τῆς ἀφορμῆς καὶ θὰ ἐπιτεθῇ κατὰ τῆς Ρουμανίας μὲ ὅλας τὰς δυνάμεις της, ἀναγκαζομένης τῆς Ρωσσίας νὰ παρέμβῃ. Αἱ ἀπειλαὶ αὗται ἐξεγείρουσι σφοδροτάτην ἀγανάκτησιν ἐν Βουκουρεστίῳ, ὅπου αἱ ἡμιεπίσημοι ἐφημερίδες γράφουσιν, ὅτι ἡ Βουλγαρία κατελήφθη ὑπὸ πανικοῦ, ἀναμιγνύει τὴν Ρωσσίαν καὶ τίθεται ὑπὸ τὴν προστασίαν αὐτῆς, ὅπως ἀποσοβήσῃ τὸν ἀπειλοῦντα αὐτὴν κίνδυνον.: [351, 807, 583, 1043]
subheadline: ΥΠΟΧΩΡΗΣΙΣ ΤΗΣ ΒΟΥΛΓΑΡΙΑΣ: [610, 313, 810, 327]
ad-paragraph: Δέχεται ἐπισκέψεις ἀπὸ 8—12 π. μ. 3—6 μ. μ. ἐν τῇ οἰκίᾳ του ὁδὸς Ἀγησιλάου ἀριθ. 28.: [1081, 1702, 1480, 1729]
paragraph: Ὢ, ἡ ρεμβασμὸς, ἡ προσευχή, Τῆς ἀναμνήσεως ἡ φλέβ, ὅσον καὶ ἂν λαξεύωμεν κάλλιον τὸν μουσηρισθὲν λίθον, εἰς τὸ εἶνε καταπτόωσομεν ὁ βίος ἡμῶν, ἀναφαίνεται ἄσπιλε μέλαινα.: [838, 255, 1069, 317]
signature: Ἡ Διεύθυνσις: [987, 1500, 1061, 1513]
ad-name: ΑΝΔΡΕΑ ΣΑΞΛΑΙΝΕΡ: [1185, 614, 1377, 634]
paragraph: Ἀγγέλλεται χθὲς ἐκ Κων/πόλεως, ὅτι ἐγένετο ἐναρξις τῶν διαπραγματεύσεων πρὸς συνομολόγησιν ἐμπορικῆς συνθήκης μεταξὺ Ἑλλάδος καὶ Τουρκίας, συνελθόντων τῶν ἡμετέρων καὶ τῶν τουρκικῶν ἀντιπροσώπων εἰς πρώτην συνεδρίασιν.: [595, 830, 826, 932]
separator: [1081, 1278, 1480, 1279]
ad-paragraph: Ἐπὶ δωδεκαετίαν ὑπηρετήσας ἐν τῷ Συφιλιδικῷ νοσοκομείῳ Ἀθηνῶν μετὰ τοῦ ἀειμνήστου ἰατροῦ Πάνου Ἰωάννου, καθηγητοῦ τῆς Συφιλιδολογίας ἐν τῷ Ἐθνικῷ Πανεπιστημίῳ.: [1081, 1653, 1480, 1695]
ad-name-sub: Τοῦ ἰδιοκτήτου: [1235, 596, 1327, 610]
